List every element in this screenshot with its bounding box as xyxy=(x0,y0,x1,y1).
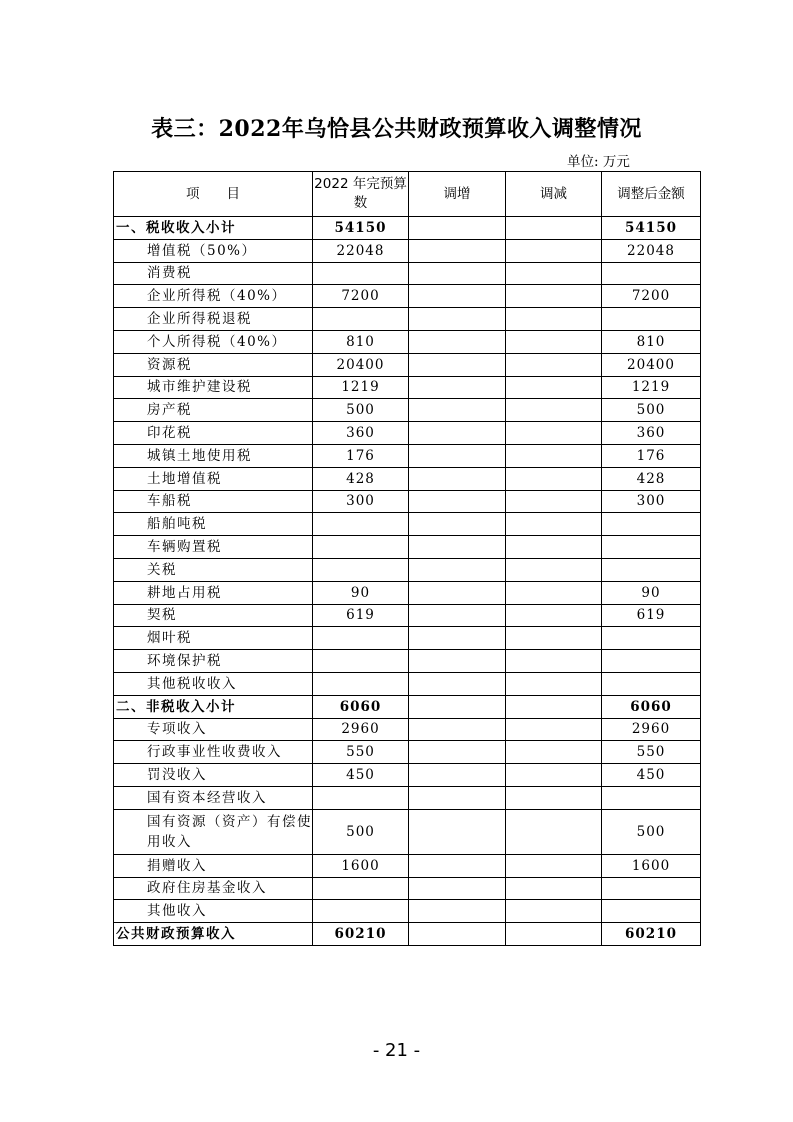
header-item: 项 目 xyxy=(114,172,313,217)
row-budget-value: 500 xyxy=(313,809,409,854)
header-adjusted: 调整后金额 xyxy=(602,172,701,217)
row-adjusted-value: 550 xyxy=(602,741,701,764)
page-number: - 21 - xyxy=(372,1040,421,1061)
row-item-name: 城市维护建设税 xyxy=(114,376,313,399)
row-decrease-value xyxy=(506,399,602,422)
row-decrease-value xyxy=(506,581,602,604)
row-decrease-value xyxy=(506,604,602,627)
row-adjusted-value: 2960 xyxy=(602,718,701,741)
row-adjusted-value xyxy=(602,650,701,673)
row-item-name: 企业所得税退税 xyxy=(114,308,313,331)
row-adjusted-value: 90 xyxy=(602,581,701,604)
table-row xyxy=(114,627,701,650)
row-item-name: 契税 xyxy=(114,604,313,627)
row-increase-value xyxy=(409,353,506,376)
row-adjusted-value xyxy=(602,877,701,900)
row-increase-value xyxy=(409,764,506,787)
row-adjusted-value: 500 xyxy=(602,809,701,854)
row-adjusted-value: 22048 xyxy=(602,239,701,262)
row-item-name: 关税 xyxy=(114,558,313,581)
revenue-adjustment-table xyxy=(113,171,701,946)
row-item-name: 增值税（50%） xyxy=(114,239,313,262)
row-item-name: 房产税 xyxy=(114,399,313,422)
row-increase-value xyxy=(409,558,506,581)
row-decrease-value xyxy=(506,695,602,718)
row-decrease-value xyxy=(506,741,602,764)
table-row xyxy=(114,650,701,673)
row-decrease-value xyxy=(506,490,602,513)
row-increase-value xyxy=(409,877,506,900)
row-budget-value: 450 xyxy=(313,764,409,787)
row-adjusted-value: 300 xyxy=(602,490,701,513)
row-decrease-value xyxy=(506,285,602,308)
row-budget-value: 7200 xyxy=(313,285,409,308)
row-decrease-value xyxy=(506,330,602,353)
row-increase-value xyxy=(409,376,506,399)
row-item-name: 资源税 xyxy=(114,353,313,376)
row-increase-value xyxy=(409,285,506,308)
row-adjusted-value: 428 xyxy=(602,467,701,490)
row-budget-value: 1600 xyxy=(313,854,409,877)
row-budget-value xyxy=(313,877,409,900)
row-adjusted-value xyxy=(602,262,701,285)
row-budget-value xyxy=(313,627,409,650)
header-budget: 2022 年完预算数 xyxy=(313,172,409,217)
row-increase-value xyxy=(409,536,506,559)
table-row xyxy=(114,741,701,764)
table-row xyxy=(114,581,701,604)
row-increase-value xyxy=(409,741,506,764)
row-budget-value xyxy=(313,558,409,581)
row-budget-value xyxy=(313,308,409,331)
row-item-name: 其他税收收入 xyxy=(114,672,313,695)
table-row xyxy=(114,558,701,581)
table-row xyxy=(114,718,701,741)
row-increase-value xyxy=(409,513,506,536)
row-budget-value: 2960 xyxy=(313,718,409,741)
row-increase-value xyxy=(409,695,506,718)
row-increase-value xyxy=(409,239,506,262)
table-row xyxy=(114,672,701,695)
page-title: 表三：2022年乌恰县公共财政预算收入调整情况 xyxy=(151,116,642,142)
row-item-name: 企业所得税（40%） xyxy=(114,285,313,308)
row-decrease-value xyxy=(506,217,602,240)
row-adjusted-value xyxy=(602,900,701,923)
table-row xyxy=(114,809,701,854)
row-increase-value xyxy=(409,604,506,627)
row-decrease-value xyxy=(506,650,602,673)
row-decrease-value xyxy=(506,467,602,490)
row-adjusted-value: 7200 xyxy=(602,285,701,308)
row-item-name: 一、税收收入小计 xyxy=(114,217,313,240)
row-item-name: 罚没收入 xyxy=(114,764,313,787)
row-decrease-value xyxy=(506,809,602,854)
table-row xyxy=(114,422,701,445)
table-row xyxy=(114,353,701,376)
row-adjusted-value: 54150 xyxy=(602,217,701,240)
row-increase-value xyxy=(409,490,506,513)
table-row xyxy=(114,513,701,536)
table-row xyxy=(114,217,701,240)
row-item-name: 其他收入 xyxy=(114,900,313,923)
row-budget-value: 550 xyxy=(313,741,409,764)
row-decrease-value xyxy=(506,536,602,559)
row-adjusted-value: 450 xyxy=(602,764,701,787)
row-decrease-value xyxy=(506,900,602,923)
header-increase: 调增 xyxy=(409,172,506,217)
row-adjusted-value xyxy=(602,558,701,581)
row-item-name: 土地增值税 xyxy=(114,467,313,490)
table-row xyxy=(114,490,701,513)
row-decrease-value xyxy=(506,444,602,467)
row-decrease-value xyxy=(506,376,602,399)
row-adjusted-value: 20400 xyxy=(602,353,701,376)
row-increase-value xyxy=(409,718,506,741)
row-budget-value xyxy=(313,672,409,695)
row-increase-value xyxy=(409,923,506,946)
table-row xyxy=(114,399,701,422)
row-item-name: 船舶吨税 xyxy=(114,513,313,536)
table-row xyxy=(114,536,701,559)
row-increase-value xyxy=(409,809,506,854)
row-adjusted-value xyxy=(602,513,701,536)
row-budget-value: 22048 xyxy=(313,239,409,262)
table-row xyxy=(114,444,701,467)
table-row xyxy=(114,604,701,627)
table-row xyxy=(114,330,701,353)
row-adjusted-value: 6060 xyxy=(602,695,701,718)
row-budget-value: 176 xyxy=(313,444,409,467)
row-budget-value xyxy=(313,650,409,673)
row-decrease-value xyxy=(506,513,602,536)
row-item-name: 消费税 xyxy=(114,262,313,285)
row-increase-value xyxy=(409,627,506,650)
row-budget-value xyxy=(313,536,409,559)
row-decrease-value xyxy=(506,353,602,376)
row-budget-value: 300 xyxy=(313,490,409,513)
row-item-name: 个人所得税（40%） xyxy=(114,330,313,353)
row-adjusted-value: 619 xyxy=(602,604,701,627)
row-adjusted-value xyxy=(602,536,701,559)
table-row xyxy=(114,877,701,900)
table-row xyxy=(114,854,701,877)
table-row xyxy=(114,308,701,331)
row-budget-value: 360 xyxy=(313,422,409,445)
row-increase-value xyxy=(409,672,506,695)
row-item-name: 捐赠收入 xyxy=(114,854,313,877)
row-budget-value: 54150 xyxy=(313,217,409,240)
header-decrease: 调减 xyxy=(506,172,602,217)
row-item-name: 城镇土地使用税 xyxy=(114,444,313,467)
row-item-name: 印花税 xyxy=(114,422,313,445)
row-budget-value: 810 xyxy=(313,330,409,353)
table-row xyxy=(114,262,701,285)
row-item-name: 国有资源（资产）有偿使用收入 xyxy=(114,809,313,854)
row-budget-value: 20400 xyxy=(313,353,409,376)
row-increase-value xyxy=(409,262,506,285)
row-decrease-value xyxy=(506,877,602,900)
row-increase-value xyxy=(409,900,506,923)
row-increase-value xyxy=(409,330,506,353)
row-increase-value xyxy=(409,399,506,422)
row-budget-value: 1219 xyxy=(313,376,409,399)
row-decrease-value xyxy=(506,718,602,741)
row-budget-value: 60210 xyxy=(313,923,409,946)
row-adjusted-value: 360 xyxy=(602,422,701,445)
table-row xyxy=(114,467,701,490)
row-increase-value xyxy=(409,786,506,809)
row-budget-value: 6060 xyxy=(313,695,409,718)
row-item-name: 政府住房基金收入 xyxy=(114,877,313,900)
row-increase-value xyxy=(409,467,506,490)
table-header-row xyxy=(114,172,701,217)
row-decrease-value xyxy=(506,764,602,787)
row-increase-value xyxy=(409,650,506,673)
row-item-name: 二、非税收入小计 xyxy=(114,695,313,718)
row-budget-value: 500 xyxy=(313,399,409,422)
row-decrease-value xyxy=(506,558,602,581)
row-budget-value: 428 xyxy=(313,467,409,490)
row-adjusted-value: 500 xyxy=(602,399,701,422)
row-item-name: 行政事业性收费收入 xyxy=(114,741,313,764)
row-increase-value xyxy=(409,854,506,877)
row-increase-value xyxy=(409,444,506,467)
row-decrease-value xyxy=(506,786,602,809)
row-budget-value xyxy=(313,900,409,923)
row-budget-value: 619 xyxy=(313,604,409,627)
row-adjusted-value xyxy=(602,308,701,331)
table-row xyxy=(114,239,701,262)
row-adjusted-value: 1219 xyxy=(602,376,701,399)
row-increase-value xyxy=(409,217,506,240)
row-adjusted-value xyxy=(602,627,701,650)
row-adjusted-value: 60210 xyxy=(602,923,701,946)
row-item-name: 公共财政预算收入 xyxy=(114,923,313,946)
row-decrease-value xyxy=(506,262,602,285)
row-budget-value xyxy=(313,262,409,285)
row-budget-value xyxy=(313,786,409,809)
row-adjusted-value xyxy=(602,672,701,695)
row-budget-value xyxy=(313,513,409,536)
table-row xyxy=(114,764,701,787)
table-row xyxy=(114,923,701,946)
row-decrease-value xyxy=(506,672,602,695)
row-increase-value xyxy=(409,308,506,331)
row-decrease-value xyxy=(506,627,602,650)
row-decrease-value xyxy=(506,854,602,877)
row-item-name: 车船税 xyxy=(114,490,313,513)
row-item-name: 专项收入 xyxy=(114,718,313,741)
unit-label: 单位: 万元 xyxy=(567,154,630,170)
row-item-name: 环境保护税 xyxy=(114,650,313,673)
row-adjusted-value: 176 xyxy=(602,444,701,467)
row-adjusted-value xyxy=(602,786,701,809)
row-item-name: 国有资本经营收入 xyxy=(114,786,313,809)
row-budget-value: 90 xyxy=(313,581,409,604)
row-increase-value xyxy=(409,422,506,445)
table-row xyxy=(114,786,701,809)
row-item-name: 烟叶税 xyxy=(114,627,313,650)
table-row xyxy=(114,695,701,718)
row-item-name: 耕地占用税 xyxy=(114,581,313,604)
row-increase-value xyxy=(409,581,506,604)
row-decrease-value xyxy=(506,923,602,946)
row-decrease-value xyxy=(506,239,602,262)
table-row xyxy=(114,900,701,923)
row-adjusted-value: 810 xyxy=(602,330,701,353)
row-decrease-value xyxy=(506,308,602,331)
row-decrease-value xyxy=(506,422,602,445)
row-item-name: 车辆购置税 xyxy=(114,536,313,559)
table-row xyxy=(114,285,701,308)
row-adjusted-value: 1600 xyxy=(602,854,701,877)
table-row xyxy=(114,376,701,399)
